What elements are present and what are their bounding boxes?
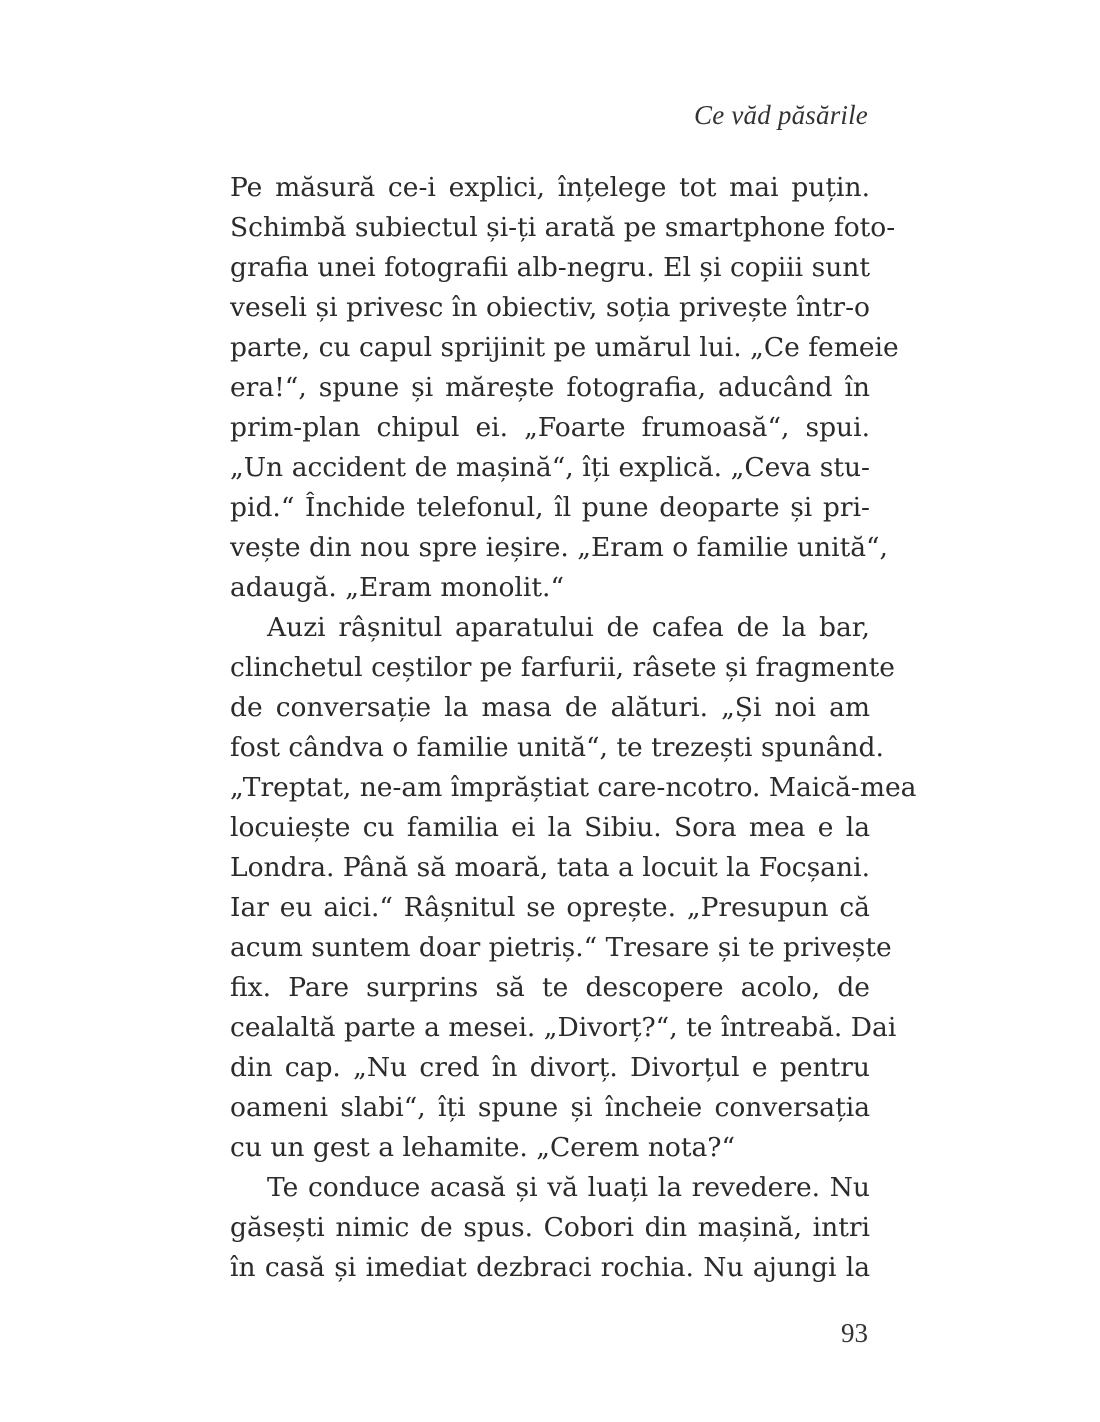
text-line: grafia unei fotografii alb-negru. El și copiii sunt [230,252,870,283]
text-line: găsești nimic de spus. Cobori din mașină, intri [230,1212,870,1243]
text-line: acum suntem doar pietriș.“ Tresare și te privește [230,932,892,963]
text-line: de conversație la masa de alături. „Și noi am [230,692,870,723]
text-line: fost cândva o familie unită“, te trezești spunând. [230,732,884,763]
text-line: Pe măsură ce-i explici, înțelege tot mai puțin. [230,172,870,203]
text-line: clinchetul ceștilor pe farfurii, râsete și fragmente [230,652,895,683]
text-line: din cap. „Nu cred în divorț. Divorțul e pentru [230,1052,870,1083]
text-line: cu un gest a lehamite. „Cerem nota?“ [230,1132,736,1163]
text-line: adaugă. „Eram monolit.“ [230,572,565,603]
text-line: Schimbă subiectul și-ți arată pe smartphone foto- [230,212,896,243]
text-line: veseli și privesc în obiectiv, soția privește într-o [230,292,870,323]
body-text [230,168,917,1288]
text-line: oameni slabi“, îți spune și încheie conversația [230,1092,870,1123]
text-line: Iar eu aici.“ Râșnitul se oprește. „Presupun că [230,892,870,923]
page-number: 93 [841,1318,868,1348]
paragraph-first-line: Auzi râșnitul aparatului de cafea de la bar, [267,612,870,643]
text-line: „Un accident de mașină“, îți explică. „Ceva stu- [230,452,870,483]
text-line: în casă și imediat dezbraci rochia. Nu ajungi la [230,1252,870,1283]
text-line: Londra. Până să moară, tata a locuit la Focșani. [230,852,870,883]
text-line: cealaltă parte a mesei. „Divorț?“, te întreabă. Dai [230,1012,897,1043]
text-line: „Treptat, ne-am împrăștiat care-ncotro. Maică-mea [230,772,917,803]
text-line: locuiește cu familia ei la Sibiu. Sora mea e la [230,812,870,843]
text-line: era!“, spune și mărește fotografia, aducând în [230,372,870,403]
text-line: prim-plan chipul ei. „Foarte frumoasă“, spui. [230,412,870,443]
running-header-title: Ce văd păsările [694,100,868,130]
text-line: fix. Pare surprins să te descopere acolo, de [230,972,870,1003]
text-line: vește din nou spre ieșire. „Eram o familie unită“, [230,532,888,563]
text-line: pid.“ Închide telefonul, îl pune deoparte și pri- [230,492,870,523]
paragraph-first-line: Te conduce acasă și vă luați la revedere. Nu [267,1172,870,1203]
text-line: parte, cu capul sprijinit pe umărul lui. „Ce femeie [230,332,899,363]
